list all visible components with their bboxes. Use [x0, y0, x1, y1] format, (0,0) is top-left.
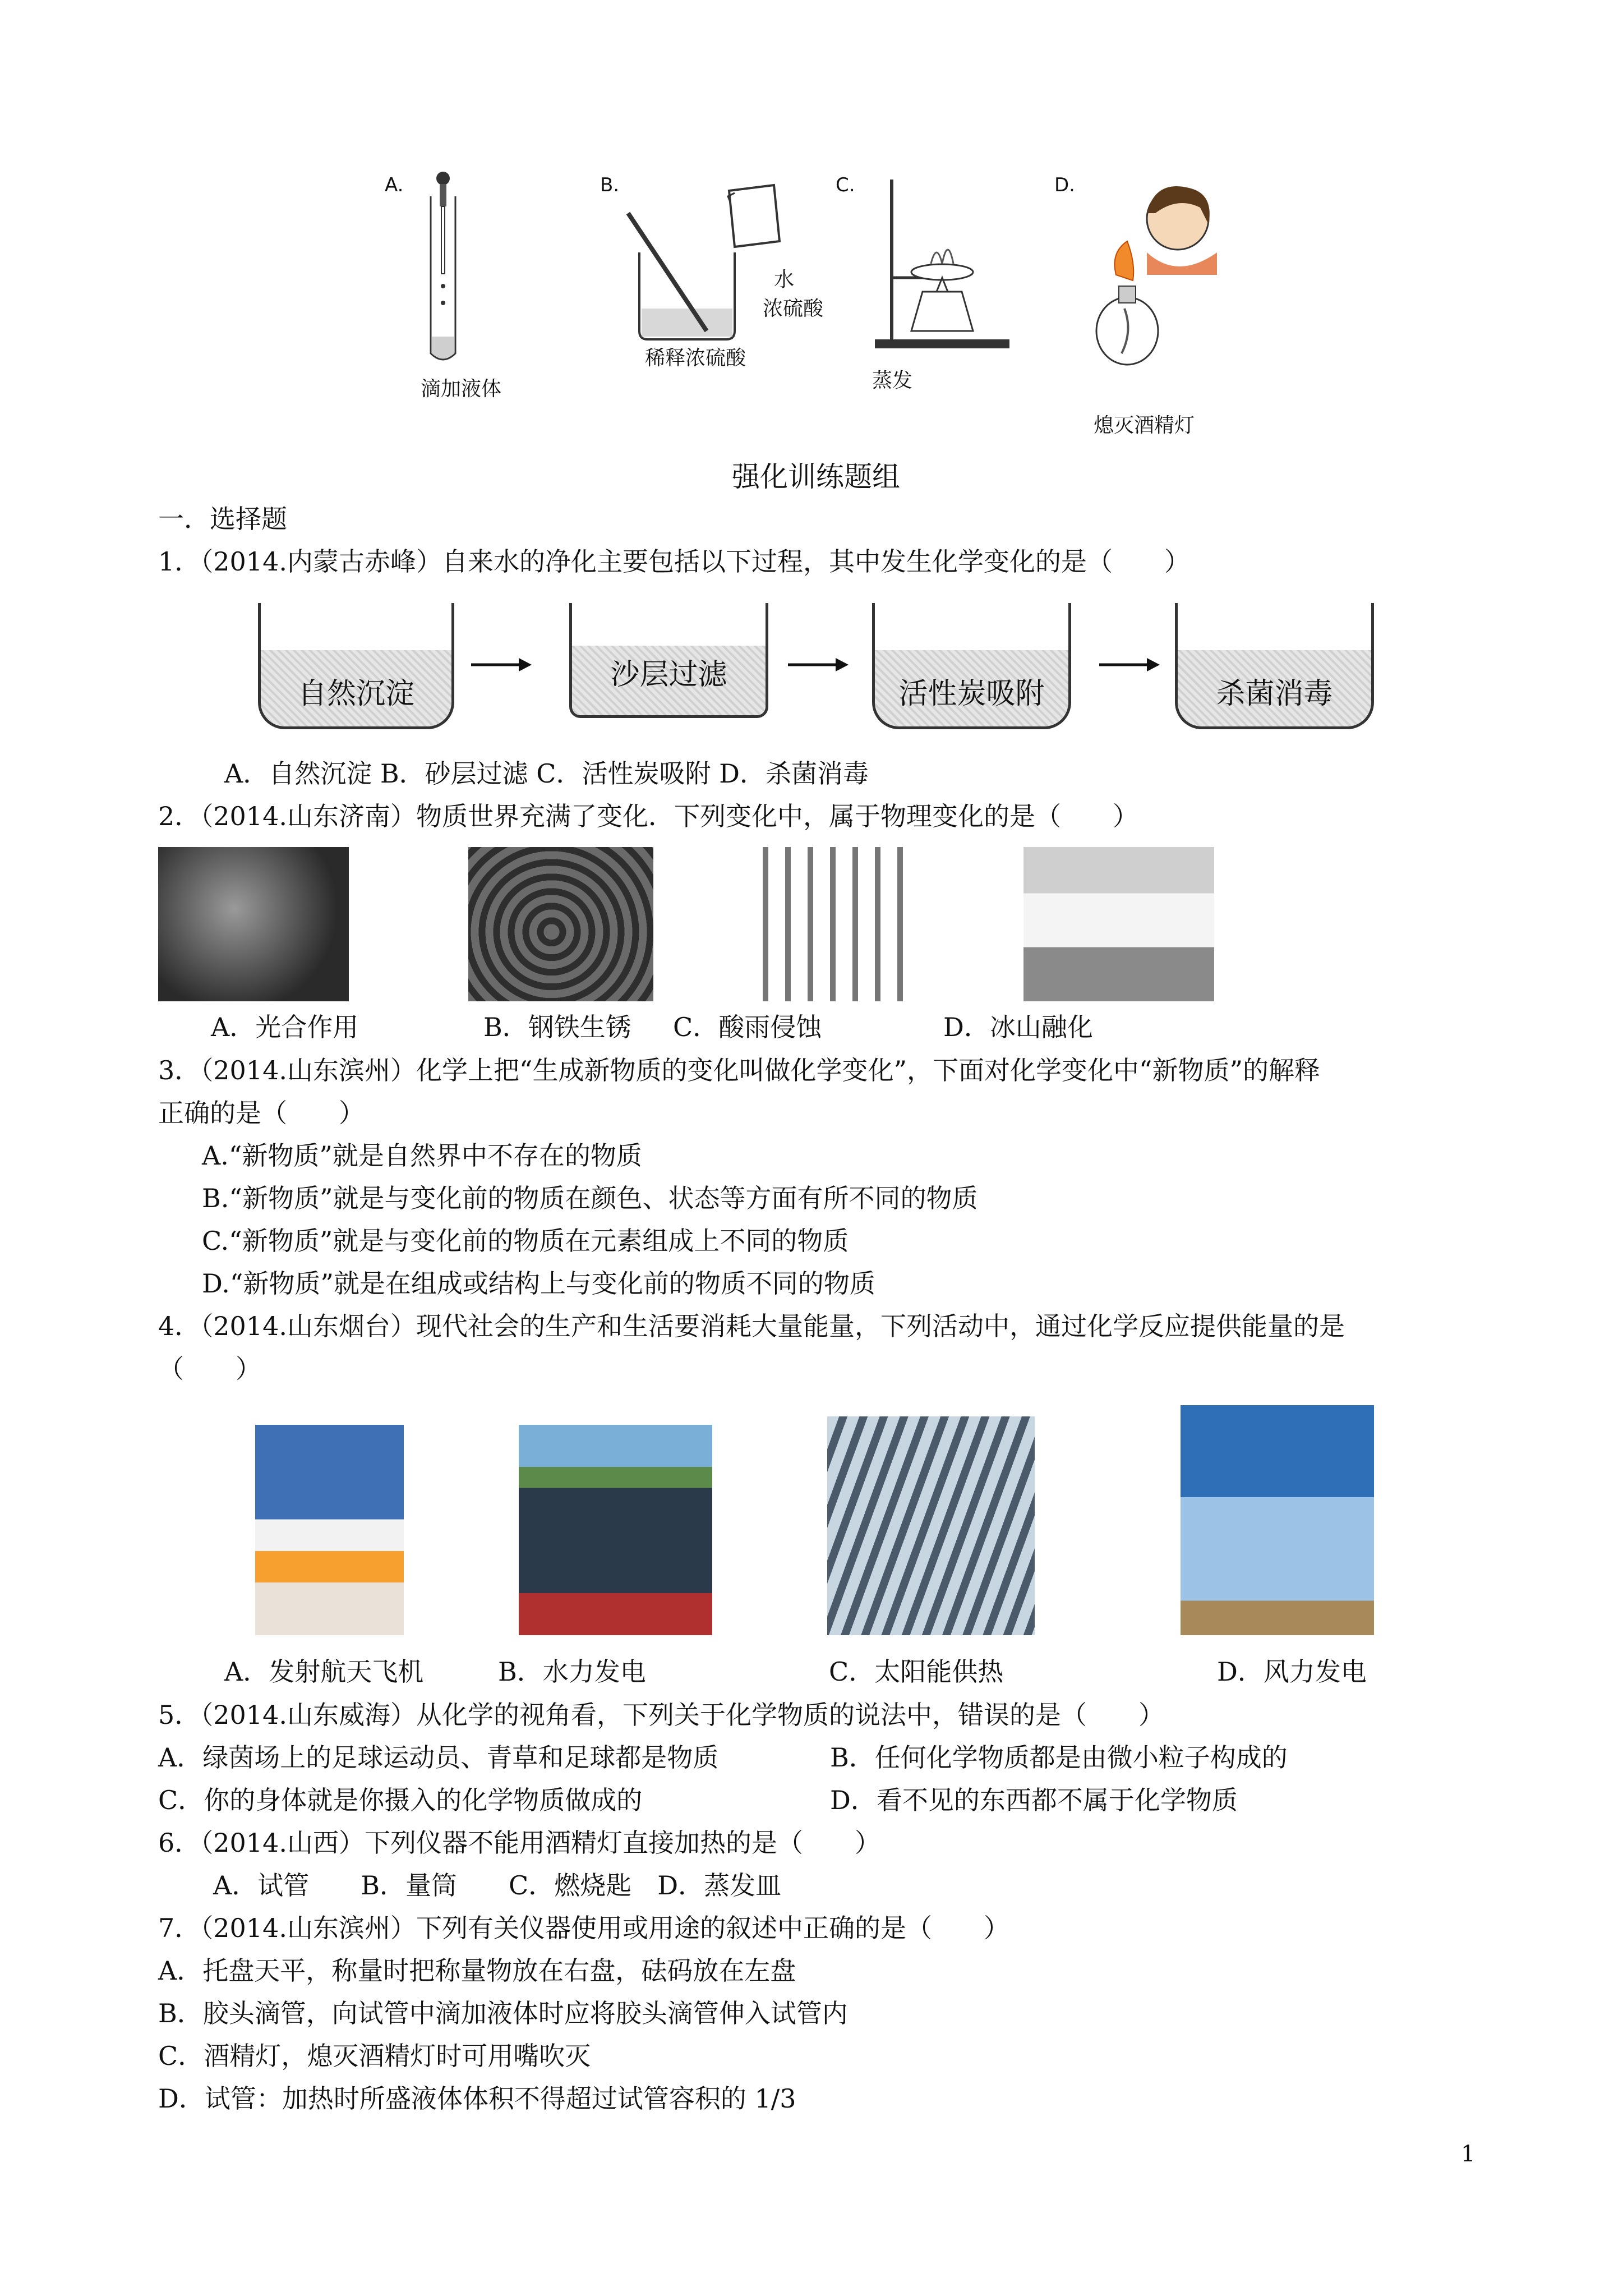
q3-option-a: A.“新物质”就是自然界中不存在的物质 — [202, 1140, 642, 1171]
q2-option-a: A．光合作用 — [211, 1012, 359, 1042]
arrow-icon — [471, 656, 533, 673]
dropper-test-tube-illustration — [421, 168, 465, 370]
step-beaker — [569, 603, 768, 718]
q1-options: A．自然沉淀 B．砂层过滤 C．活性炭吸附 D．杀菌消毒 — [224, 758, 869, 789]
photosynthesis-leaf-photo — [158, 847, 349, 1001]
q1-stem: 1．（2014.内蒙古赤峰）自来水的净化主要包括以下过程，其中发生化学变化的是（ ） — [158, 546, 1190, 577]
q5-option-c: C．你的身体就是你摄入的化学物质做成的 — [158, 1785, 643, 1815]
q4-option-d: D．风力发电 — [1217, 1657, 1367, 1687]
q4-stem-line2: （ ） — [158, 1354, 261, 1384]
q4-option-a: A．发射航天飞机 — [224, 1657, 424, 1687]
q3-option-c: C.“新物质”就是与变化前的物质在元素组成上不同的物质 — [202, 1226, 849, 1256]
figure-c-caption: 蒸发 — [872, 369, 913, 392]
figure-b-letter: B. — [600, 174, 620, 196]
section-heading: 一．选择题 — [158, 504, 287, 534]
q7-option-d: D．试管：加热时所盛液体体积不得超过试管容积的 1/3 — [158, 2083, 796, 2114]
figure-a-caption: 滴加液体 — [421, 378, 502, 401]
q6-stem: 6．（2014.山西）下列仪器不能用酒精灯直接加热的是（ ） — [158, 1828, 880, 1858]
step-label: 自然沉淀 — [297, 677, 414, 711]
q3-stem-line2: 正确的是（ ） — [158, 1098, 365, 1128]
acid-rain-building-photo — [746, 847, 917, 1001]
figure-d-caption: 熄灭酒精灯 — [1094, 414, 1195, 437]
figure-b-acid-label: 浓硫酸 — [763, 297, 824, 320]
q3-option-d: D.“新物质”就是在组成或结构上与变化前的物质不同的物质 — [202, 1268, 875, 1299]
hydro-dam-photo — [827, 1416, 1035, 1635]
q2-option-c: C．酸雨侵蚀 — [673, 1012, 822, 1042]
q7-option-a: A．托盘天平，称量时把称量物放在右盘，砝码放在左盘 — [158, 1955, 796, 1986]
melting-iceberg-photo — [1023, 847, 1214, 1001]
evaporation-stand-illustration — [869, 180, 1015, 353]
step-label: 杀菌消毒 — [1216, 677, 1333, 711]
space-shuttle-launch-photo — [255, 1425, 404, 1635]
q7-option-b: B．胶头滴管，向试管中滴加液体时应将胶头滴管伸入试管内 — [158, 1998, 848, 2028]
girl-blowing-lamp-illustration — [1094, 168, 1234, 387]
q2-option-b: B．钢铁生锈 — [483, 1012, 631, 1042]
step-label: 沙层过滤 — [610, 658, 727, 692]
water-purification-diagram — [252, 597, 1385, 743]
q5-option-d: D．看不见的东西都不属于化学物质 — [830, 1785, 1238, 1815]
step-label: 活性炭吸附 — [898, 677, 1045, 711]
figure-b-caption: 稀释浓硫酸 — [645, 347, 746, 370]
page-number: 1 — [1461, 2141, 1476, 2167]
wind-turbines-photo — [1181, 1405, 1374, 1635]
q2-stem: 2．（2014.山东济南）物质世界充满了变化．下列变化中，属于物理变化的是（ ） — [158, 801, 1138, 831]
rusty-gears-photo — [468, 847, 653, 1001]
q4-option-b: B．水力发电 — [498, 1657, 646, 1687]
figure-b-water-label: 水 — [774, 268, 795, 291]
arrow-icon — [1099, 656, 1161, 673]
q5-option-b: B．任何化学物质都是由微小粒子构成的 — [830, 1742, 1288, 1773]
step-beaker — [1175, 603, 1374, 729]
figure-c-letter: C. — [836, 174, 855, 196]
q6-options: A．试管 B．量筒 C．燃烧匙 D．蒸发皿 — [213, 1870, 782, 1901]
q3-option-b: B.“新物质”就是与变化前的物质在颜色、状态等方面有所不同的物质 — [202, 1183, 978, 1213]
figure-a-letter: A. — [385, 174, 404, 196]
q7-option-c: C．酒精灯，熄灭酒精灯时可用嘴吹灭 — [158, 2041, 591, 2071]
q7-stem: 7．（2014.山东滨州）下列有关仪器使用或用途的叙述中正确的是（ ） — [158, 1913, 1009, 1943]
arrow-icon — [788, 656, 850, 673]
q3-stem-line1: 3．（2014.山东滨州）化学上把“生成新物质的变化叫做化学变化”，下面对化学变化中“新物质”的解释 — [158, 1055, 1321, 1085]
solar-panels-photo — [519, 1425, 712, 1635]
q2-option-d: D．冰山融化 — [943, 1012, 1093, 1042]
q5-option-a: A．绿茵场上的足球运动员、青草和足球都是物质 — [158, 1742, 719, 1773]
dilute-acid-illustration — [606, 180, 785, 348]
q5-stem: 5．（2014.山东威海）从化学的视角看，下列关于化学物质的说法中，错误的是（ ） — [158, 1700, 1164, 1730]
step-beaker — [258, 603, 454, 729]
figure-d-letter: D. — [1054, 174, 1075, 196]
step-beaker — [872, 603, 1071, 729]
q4-option-c: C．太阳能供热 — [829, 1657, 1004, 1687]
lab-operations-figure — [370, 163, 1267, 443]
q4-stem-line1: 4．（2014.山东烟台）现代社会的生产和生活要消耗大量能量，下列活动中，通过化学反应提供能量的是 — [158, 1311, 1345, 1341]
page-title: 强化训练题组 — [732, 461, 900, 493]
